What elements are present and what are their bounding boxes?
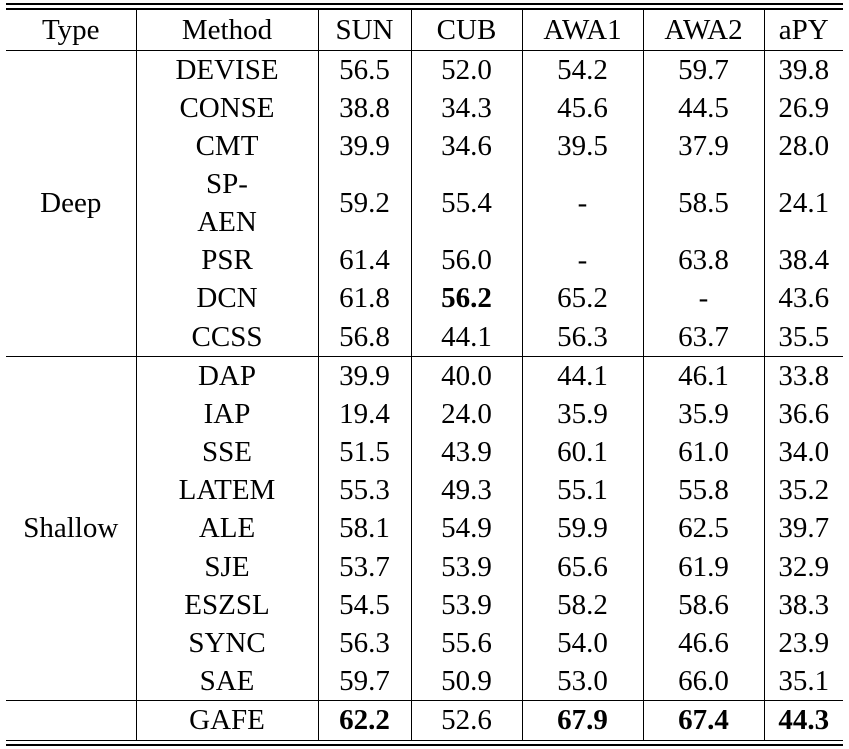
cell-awa2: 37.9 bbox=[643, 127, 764, 165]
cell-sun: 56.3 bbox=[318, 624, 411, 662]
cell-awa2: 46.1 bbox=[643, 356, 764, 395]
header-awa2: AWA2 bbox=[643, 10, 764, 51]
cell-sun: 61.4 bbox=[318, 241, 411, 279]
cell-sun: 53.7 bbox=[318, 548, 411, 586]
cell-cub: 44.1 bbox=[411, 317, 522, 356]
cell-awa1: 35.9 bbox=[522, 395, 643, 433]
method-name-line: AEN bbox=[197, 206, 257, 239]
cell-awa2: 58.5 bbox=[643, 165, 764, 241]
table-row bbox=[6, 701, 843, 740]
cell-sun: 58.1 bbox=[318, 509, 411, 547]
cell-awa1: 39.5 bbox=[522, 127, 643, 165]
group-type-label: Shallow bbox=[6, 356, 136, 701]
header-method: Method bbox=[136, 10, 318, 51]
method-name: DAP bbox=[136, 356, 318, 395]
cell-cub: 50.9 bbox=[411, 662, 522, 701]
method-name: SAE bbox=[136, 662, 318, 701]
cell-apy: 38.4 bbox=[764, 241, 843, 279]
cell-awa2: 66.0 bbox=[643, 662, 764, 701]
table-row bbox=[6, 356, 843, 395]
cell-apy: 33.8 bbox=[764, 356, 843, 395]
cell-sun: 38.8 bbox=[318, 89, 411, 127]
cell-apy: 24.1 bbox=[764, 165, 843, 241]
cell-apy: 26.9 bbox=[764, 89, 843, 127]
cell-awa1: 60.1 bbox=[522, 433, 643, 471]
cell-sun: 59.7 bbox=[318, 662, 411, 701]
cell-awa1: 58.2 bbox=[522, 586, 643, 624]
cell-awa2: - bbox=[643, 279, 764, 317]
cell-awa2: 58.6 bbox=[643, 586, 764, 624]
method-name: SYNC bbox=[136, 624, 318, 662]
method-name bbox=[136, 165, 318, 241]
header-type: Type bbox=[41, 13, 100, 46]
method-name: CMT bbox=[136, 127, 318, 165]
cell-cub: 24.0 bbox=[411, 395, 522, 433]
cell-cub: 49.3 bbox=[411, 471, 522, 509]
method-name: ESZSL bbox=[136, 586, 318, 624]
cell-cub: 52.6 bbox=[411, 701, 522, 740]
table-row bbox=[6, 50, 843, 89]
cell-awa1: 44.1 bbox=[522, 356, 643, 395]
cell-apy: 34.0 bbox=[764, 433, 843, 471]
method-name: CONSE bbox=[136, 89, 318, 127]
cell-apy: 38.3 bbox=[764, 586, 843, 624]
cell-cub: 43.9 bbox=[411, 433, 522, 471]
header-cub: CUB bbox=[411, 10, 522, 51]
cell-apy: 35.5 bbox=[764, 317, 843, 356]
cell-sun: 62.2 bbox=[318, 701, 411, 740]
cell-cub: 40.0 bbox=[411, 356, 522, 395]
cell-sun: 56.8 bbox=[318, 317, 411, 356]
header-apy: aPY bbox=[764, 10, 843, 51]
cell-apy: 44.3 bbox=[764, 701, 843, 740]
method-name: IAP bbox=[136, 395, 318, 433]
cell-cub: 53.9 bbox=[411, 586, 522, 624]
method-name: ALE bbox=[136, 509, 318, 547]
cell-sun: 54.5 bbox=[318, 586, 411, 624]
results-table bbox=[6, 10, 843, 740]
cell-awa2: 61.9 bbox=[643, 548, 764, 586]
cell-awa1: 67.9 bbox=[522, 701, 643, 740]
cell-awa2: 44.5 bbox=[643, 89, 764, 127]
cell-awa1: 45.6 bbox=[522, 89, 643, 127]
method-name: SSE bbox=[136, 433, 318, 471]
cell-cub: 34.6 bbox=[411, 127, 522, 165]
cell-cub: 56.0 bbox=[411, 241, 522, 279]
table-body bbox=[6, 50, 843, 740]
cell-cub: 55.6 bbox=[411, 624, 522, 662]
cell-cub: 56.2 bbox=[411, 279, 522, 317]
header-awa1: AWA1 bbox=[522, 10, 643, 51]
cell-sun: 19.4 bbox=[318, 395, 411, 433]
cell-awa1: 53.0 bbox=[522, 662, 643, 701]
method-name: PSR bbox=[136, 241, 318, 279]
cell-awa1: 59.9 bbox=[522, 509, 643, 547]
cell-awa2: 63.7 bbox=[643, 317, 764, 356]
cell-sun: 59.2 bbox=[318, 165, 411, 241]
cell-sun: 55.3 bbox=[318, 471, 411, 509]
cell-apy: 36.6 bbox=[764, 395, 843, 433]
method-name: LATEM bbox=[136, 471, 318, 509]
cell-cub: 34.3 bbox=[411, 89, 522, 127]
cell-apy: 39.8 bbox=[764, 50, 843, 89]
cell-awa1: 55.1 bbox=[522, 471, 643, 509]
method-name: DEVISE bbox=[136, 50, 318, 89]
header-sun: SUN bbox=[318, 10, 411, 51]
cell-awa2: 67.4 bbox=[643, 701, 764, 740]
cell-awa2: 35.9 bbox=[643, 395, 764, 433]
bottom-rule-outer bbox=[6, 744, 843, 746]
method-name: SJE bbox=[136, 548, 318, 586]
cell-apy: 23.9 bbox=[764, 624, 843, 662]
cell-awa2: 62.5 bbox=[643, 509, 764, 547]
cell-sun: 39.9 bbox=[318, 356, 411, 395]
cell-apy: 35.1 bbox=[764, 662, 843, 701]
group-type-label bbox=[6, 701, 136, 740]
results-table-container bbox=[6, 3, 843, 746]
cell-apy: 32.9 bbox=[764, 548, 843, 586]
cell-apy: 28.0 bbox=[764, 127, 843, 165]
cell-awa1: 65.2 bbox=[522, 279, 643, 317]
method-name: GAFE bbox=[136, 701, 318, 740]
cell-sun: 51.5 bbox=[318, 433, 411, 471]
cell-awa1: - bbox=[522, 165, 643, 241]
cell-apy: 35.2 bbox=[764, 471, 843, 509]
cell-awa1: - bbox=[522, 241, 643, 279]
cell-sun: 61.8 bbox=[318, 279, 411, 317]
cell-awa1: 65.6 bbox=[522, 548, 643, 586]
cell-cub: 54.9 bbox=[411, 509, 522, 547]
cell-cub: 52.0 bbox=[411, 50, 522, 89]
cell-apy: 43.6 bbox=[764, 279, 843, 317]
cell-awa2: 59.7 bbox=[643, 50, 764, 89]
cell-sun: 39.9 bbox=[318, 127, 411, 165]
group-type-label: Deep bbox=[6, 50, 136, 356]
cell-awa2: 63.8 bbox=[643, 241, 764, 279]
cell-cub: 55.4 bbox=[411, 165, 522, 241]
method-name: DCN bbox=[136, 279, 318, 317]
cell-awa1: 56.3 bbox=[522, 317, 643, 356]
method-name-line: SP- bbox=[206, 168, 248, 201]
cell-awa2: 46.6 bbox=[643, 624, 764, 662]
cell-awa2: 55.8 bbox=[643, 471, 764, 509]
cell-awa2: 61.0 bbox=[643, 433, 764, 471]
cell-cub: 53.9 bbox=[411, 548, 522, 586]
cell-awa1: 54.0 bbox=[522, 624, 643, 662]
header-row bbox=[6, 10, 843, 51]
cell-sun: 56.5 bbox=[318, 50, 411, 89]
method-name: CCSS bbox=[136, 317, 318, 356]
cell-apy: 39.7 bbox=[764, 509, 843, 547]
cell-awa1: 54.2 bbox=[522, 50, 643, 89]
